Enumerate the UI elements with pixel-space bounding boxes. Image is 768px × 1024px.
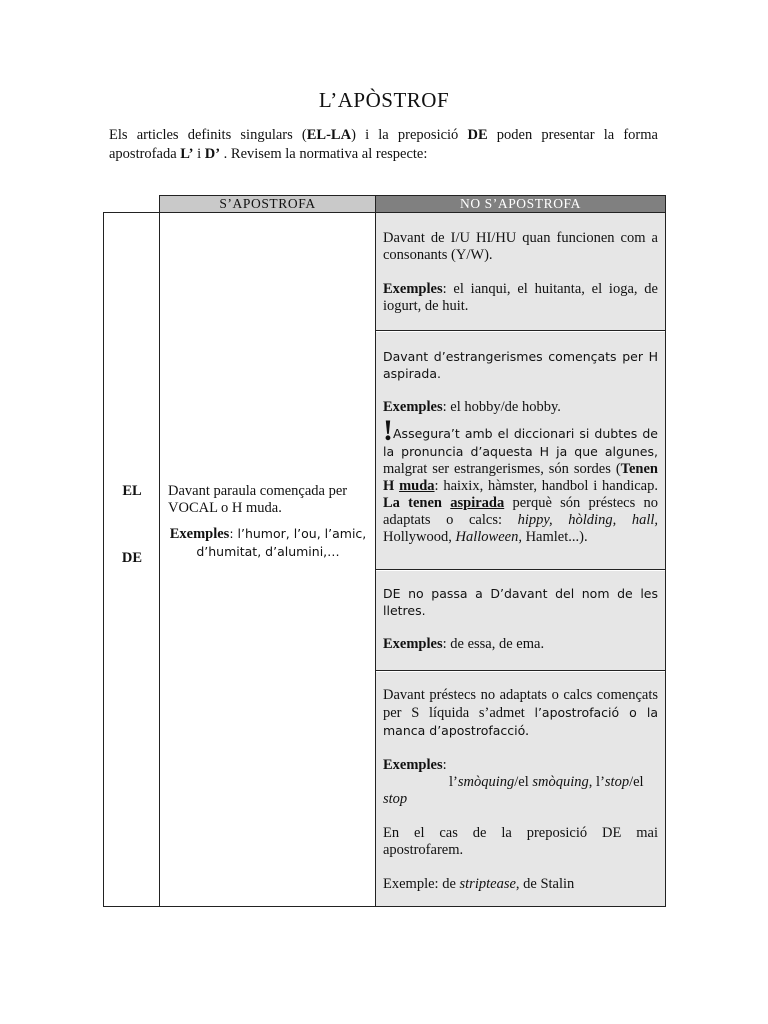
- examples-label: Exemples: [383, 757, 443, 773]
- examples-label: Exemples: [383, 281, 443, 297]
- intro-bold: DE: [467, 127, 488, 143]
- examples-colon: :: [442, 757, 447, 773]
- rule-cell-iu: [376, 213, 665, 331]
- warning-bold-underline: aspirada: [450, 495, 505, 511]
- warning-bold-underline: muda: [399, 478, 435, 494]
- rule-text: DE no passa a D’davant del nom de les lletres.: [383, 586, 658, 618]
- example-part: l’: [449, 774, 458, 790]
- rule-examples: [383, 281, 658, 315]
- examples-text: : de essa, de ema.: [442, 636, 545, 652]
- intro-bold: D’: [204, 146, 221, 162]
- warning-italic: Halloween,: [455, 529, 522, 545]
- sapostrofa-examples: [164, 525, 372, 561]
- intro-bold: L’: [180, 146, 194, 162]
- page-title: L’APÒSTROF: [318, 88, 450, 112]
- intro-text: ) i la preposició: [351, 127, 468, 143]
- example-part: , de Stalin: [515, 876, 575, 892]
- example-part: Exemple: de: [383, 876, 460, 892]
- intro-text: i: [193, 146, 205, 162]
- preposition-note: En el cas de la preposició DE mai apostrofarem.: [383, 825, 658, 858]
- example-italic: smòquing: [457, 774, 515, 790]
- warning-bold: Tenen H: [383, 461, 658, 494]
- warning-text: : haixix, hàmster, handbol i handicap.: [434, 478, 658, 494]
- example-line: [383, 774, 658, 791]
- example-italic: stop: [604, 774, 630, 790]
- rule-text: Davant de I/U HI/HU quan funcionen com a consonants (Y/W).: [383, 230, 658, 263]
- rule-cell-lletres: [376, 571, 665, 671]
- intro-text: poden presentar la forma apostrofada: [109, 127, 658, 162]
- warning-text: Hamlet...).: [521, 529, 588, 545]
- example-italic: striptease: [459, 876, 516, 892]
- no-sapostrofa-column: [376, 213, 665, 906]
- rule-cell-s-liquida: [376, 672, 665, 906]
- example-italic: smòquing: [532, 774, 589, 790]
- rule-cell-h-aspirada: [376, 332, 665, 570]
- example-italic: stop: [383, 791, 408, 807]
- rule-examples: [383, 636, 658, 653]
- example-part: /el: [514, 774, 533, 790]
- examples-label: Exemples: [383, 399, 443, 415]
- header-sapostrofa: S’APOSTROFA: [159, 195, 376, 213]
- example-part: , l’: [588, 774, 605, 790]
- intro-bold: EL-LA: [306, 127, 352, 143]
- row-label-column: [104, 213, 160, 906]
- example-stalin: [383, 876, 658, 893]
- intro-text: . Revisem la normativa al respecte:: [220, 146, 428, 162]
- sapostrofa-column: [160, 213, 376, 906]
- rule-examples: [383, 757, 658, 774]
- row-label-el: EL: [122, 483, 142, 499]
- warning-text: malgrat ser estrangerismes, són sordes (: [383, 461, 621, 477]
- rule-text: Davant d’estrangerismes començats per H aspirada.: [383, 349, 658, 381]
- examples-label: Exemples: [169, 526, 230, 542]
- warning-bold: La tenen: [383, 495, 451, 511]
- rules-table: [103, 212, 666, 907]
- example-part: /el: [629, 774, 644, 790]
- examples-text: : l’humor, l’ou, l’amic, d’humitat, d’alumini,…: [196, 526, 367, 559]
- rule-examples: [383, 399, 658, 416]
- intro-text: Els articles definits singulars (: [109, 127, 307, 143]
- rule-text-part: Davant préstecs no adaptats o calcs començats per S líquida s’admet: [383, 687, 658, 721]
- sapostrofa-rule: Davant paraula començada per VOCAL o H muda.: [168, 483, 348, 516]
- rule-text-part: .: [525, 723, 529, 739]
- intro-paragraph: [109, 126, 658, 164]
- warning-text: Assegura’t amb el diccionari si dubtes de la pronuncia d’aquesta H ja que algunes,: [383, 426, 658, 459]
- examples-text: : el ianqui, el huitanta, el ioga, de iogurt, de huit.: [383, 281, 658, 314]
- rule-text: [383, 687, 658, 740]
- rule-text-part: l’apostrofació o la manca d’apostrofacció: [383, 705, 658, 738]
- examples-label: Exemples: [383, 636, 443, 652]
- example-line: [383, 791, 658, 808]
- warning-text: Hollywood,: [383, 529, 456, 545]
- examples-text: : el hobby/de hobby.: [442, 399, 561, 415]
- header-no-sapostrofa: NO S’APOSTROFA: [375, 195, 666, 213]
- row-label-de: DE: [121, 550, 143, 566]
- warning-text: perquè són préstecs no adaptats o calcs:: [383, 495, 658, 528]
- warning-italic: hippy, hòlding, hall,: [517, 512, 659, 528]
- exclamation-icon: !: [383, 414, 393, 447]
- warning-note: [383, 414, 659, 546]
